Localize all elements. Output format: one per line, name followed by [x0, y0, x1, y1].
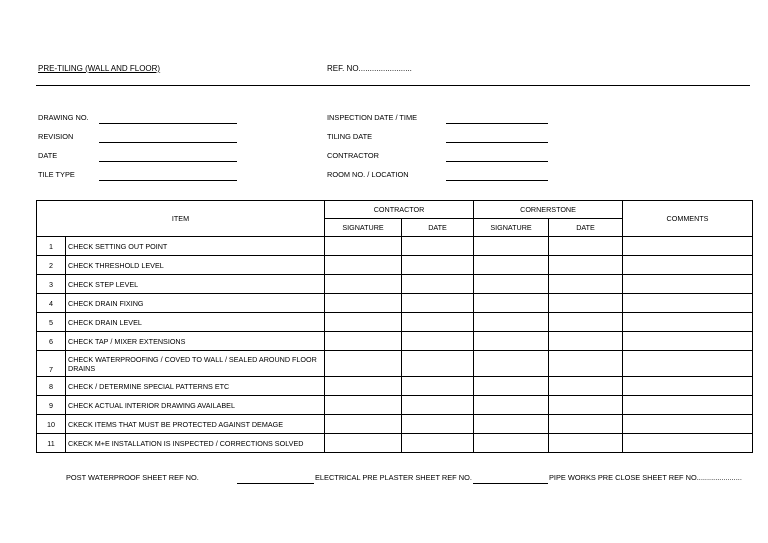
- tiling-date-label: TILING DATE: [327, 132, 373, 141]
- table-row: [37, 275, 753, 294]
- revision-field[interactable]: [99, 142, 237, 143]
- contractor-date-header: DATE: [402, 219, 474, 237]
- row-number: 1: [37, 237, 66, 256]
- contractor-header: CONTRACTOR: [325, 201, 474, 219]
- table-row: [37, 332, 753, 351]
- cornerstone-signature-cell[interactable]: [474, 332, 549, 351]
- cornerstone-signature-cell[interactable]: [474, 351, 549, 377]
- row-item-text: CKECK M+E INSTALLATION IS INSPECTED / CORRECTIONS SOLVED: [66, 434, 325, 453]
- cornerstone-date-cell[interactable]: [549, 351, 623, 377]
- cornerstone-signature-cell[interactable]: [474, 237, 549, 256]
- row-number: 6: [37, 332, 66, 351]
- contractor-signature-cell[interactable]: [325, 415, 402, 434]
- row-item-text: CHECK TAP / MIXER EXTENSIONS: [66, 332, 325, 351]
- contractor-signature-cell[interactable]: [325, 396, 402, 415]
- revision-label: REVISION: [38, 132, 74, 141]
- room-location-label: ROOM NO. / LOCATION: [327, 170, 409, 179]
- table-row: [37, 351, 753, 377]
- comments-cell[interactable]: [623, 294, 753, 313]
- comments-cell[interactable]: [623, 396, 753, 415]
- cornerstone-date-header: DATE: [549, 219, 623, 237]
- contractor-date-cell[interactable]: [402, 332, 474, 351]
- ref-number: REF. NO........................: [327, 64, 412, 73]
- electrical-field[interactable]: [473, 483, 548, 484]
- contractor-signature-cell[interactable]: [325, 351, 402, 377]
- cornerstone-signature-cell[interactable]: [474, 396, 549, 415]
- contractor-date-cell[interactable]: [402, 237, 474, 256]
- row-item-text: CHECK SETTING OUT POINT: [66, 237, 325, 256]
- contractor-signature-cell[interactable]: [325, 377, 402, 396]
- contractor-signature-cell[interactable]: [325, 434, 402, 453]
- comments-cell[interactable]: [623, 313, 753, 332]
- comments-cell[interactable]: [623, 237, 753, 256]
- comments-cell[interactable]: [623, 434, 753, 453]
- checklist-table: [36, 200, 753, 453]
- cornerstone-date-cell[interactable]: [549, 396, 623, 415]
- row-item-text: CHECK ACTUAL INTERIOR DRAWING AVAILABEL: [66, 396, 325, 415]
- room-location-field[interactable]: [446, 180, 548, 181]
- cornerstone-date-cell[interactable]: [549, 313, 623, 332]
- row-number: 11: [37, 434, 66, 453]
- contractor-signature-cell[interactable]: [325, 313, 402, 332]
- cornerstone-signature-cell[interactable]: [474, 377, 549, 396]
- inspection-date-label: INSPECTION DATE / TIME: [327, 113, 418, 122]
- table-row: [37, 237, 753, 256]
- table-row: [37, 415, 753, 434]
- contractor-date-cell[interactable]: [402, 275, 474, 294]
- comments-cell[interactable]: [623, 377, 753, 396]
- header-divider: [36, 85, 750, 86]
- row-item-text: CHECK THRESHOLD LEVEL: [66, 256, 325, 275]
- contractor-signature-cell[interactable]: [325, 256, 402, 275]
- table-row: [37, 294, 753, 313]
- row-number: 4: [37, 294, 66, 313]
- table-row: [37, 396, 753, 415]
- contractor-label: CONTRACTOR: [327, 151, 380, 160]
- row-item-text: CHECK STEP LEVEL: [66, 275, 325, 294]
- row-item-text: CKECK ITEMS THAT MUST BE PROTECTED AGAINST DEMAGE: [66, 415, 325, 434]
- row-item-text: CHECK / DETERMINE SPECIAL PATTERNS ETC: [66, 377, 325, 396]
- cornerstone-date-cell[interactable]: [549, 294, 623, 313]
- drawing-no-label: DRAWING NO.: [38, 113, 89, 122]
- cornerstone-signature-header: SIGNATURE: [474, 219, 549, 237]
- tile-type-label: TILE TYPE: [38, 170, 75, 179]
- cornerstone-signature-cell[interactable]: [474, 313, 549, 332]
- contractor-signature-cell[interactable]: [325, 237, 402, 256]
- comments-cell[interactable]: [623, 332, 753, 351]
- row-item-text: CHECK DRAIN LEVEL: [66, 313, 325, 332]
- row-number: 8: [37, 377, 66, 396]
- comments-cell[interactable]: [623, 415, 753, 434]
- table-row: [37, 434, 753, 453]
- contractor-signature-cell[interactable]: [325, 294, 402, 313]
- contractor-date-cell[interactable]: [402, 294, 474, 313]
- post-waterproof-label: POST WATERPROOF SHEET REF NO.: [66, 473, 199, 482]
- cornerstone-date-cell[interactable]: [549, 332, 623, 351]
- pipe-works-label: PIPE WORKS PRE CLOSE SHEET REF NO......................: [549, 473, 742, 482]
- row-number: 7: [37, 351, 66, 377]
- cornerstone-signature-cell[interactable]: [474, 256, 549, 275]
- comments-header: COMMENTS: [623, 201, 753, 237]
- row-number: 3: [37, 275, 66, 294]
- cornerstone-date-cell[interactable]: [549, 237, 623, 256]
- cornerstone-signature-cell[interactable]: [474, 275, 549, 294]
- contractor-date-cell[interactable]: [402, 351, 474, 377]
- drawing-no-field[interactable]: [99, 123, 237, 124]
- checklist-body: [37, 237, 753, 453]
- cornerstone-date-cell[interactable]: [549, 256, 623, 275]
- contractor-date-cell[interactable]: [402, 313, 474, 332]
- row-number: 9: [37, 396, 66, 415]
- form-title: PRE-TILING (WALL AND FLOOR): [38, 64, 161, 73]
- cornerstone-header: CORNERSTONE: [474, 201, 623, 219]
- row-item-text: CHECK WATERPROOFING / COVED TO WALL / SEALED AROUND FLOOR DRAINS: [66, 351, 325, 377]
- contractor-date-cell[interactable]: [402, 415, 474, 434]
- date-label: DATE: [38, 151, 58, 160]
- row-number: 10: [37, 415, 66, 434]
- inspection-date-field[interactable]: [446, 123, 548, 124]
- table-row: [37, 313, 753, 332]
- cornerstone-date-cell[interactable]: [549, 275, 623, 294]
- comments-cell[interactable]: [623, 256, 753, 275]
- row-item-text: CHECK DRAIN FIXING: [66, 294, 325, 313]
- cornerstone-date-cell[interactable]: [549, 377, 623, 396]
- comments-cell[interactable]: [623, 351, 753, 377]
- contractor-date-cell[interactable]: [402, 396, 474, 415]
- contractor-date-cell[interactable]: [402, 256, 474, 275]
- contractor-date-cell[interactable]: [402, 377, 474, 396]
- contractor-signature-cell[interactable]: [325, 332, 402, 351]
- row-number: 2: [37, 256, 66, 275]
- contractor-signature-header: SIGNATURE: [325, 219, 402, 237]
- table-row: [37, 256, 753, 275]
- cornerstone-signature-cell[interactable]: [474, 434, 549, 453]
- row-number: 5: [37, 313, 66, 332]
- tile-type-field[interactable]: [99, 180, 237, 181]
- cornerstone-date-cell[interactable]: [549, 415, 623, 434]
- post-waterproof-field[interactable]: [237, 483, 314, 484]
- date-field[interactable]: [99, 161, 237, 162]
- electrical-label: ELECTRICAL PRE PLASTER SHEET REF NO.: [315, 473, 472, 482]
- contractor-date-cell[interactable]: [402, 434, 474, 453]
- tiling-date-field[interactable]: [446, 142, 548, 143]
- cornerstone-date-cell[interactable]: [549, 434, 623, 453]
- cornerstone-signature-cell[interactable]: [474, 415, 549, 434]
- cornerstone-signature-cell[interactable]: [474, 294, 549, 313]
- table-row: [37, 377, 753, 396]
- item-header: ITEM: [37, 201, 325, 237]
- contractor-signature-cell[interactable]: [325, 275, 402, 294]
- comments-cell[interactable]: [623, 275, 753, 294]
- contractor-field[interactable]: [446, 161, 548, 162]
